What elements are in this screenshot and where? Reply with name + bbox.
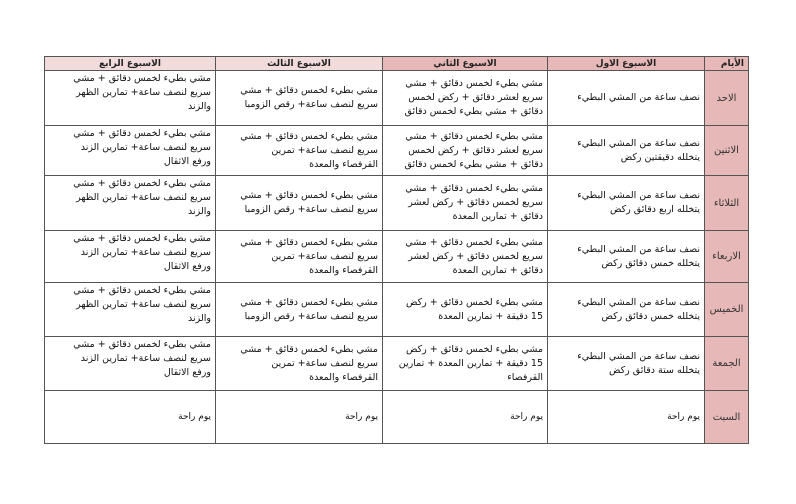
- header-days: الأيام: [705, 57, 749, 71]
- wednesday-week-1: نصف ساعة من المشي البطيء يتخلله خمس دقائق ركض: [548, 231, 705, 283]
- header-row: [45, 57, 749, 71]
- saturday-week-4: يوم راحة: [45, 391, 216, 444]
- monday-week-2: مشي بطيء لخمس دقائق + مشي سريع لعشر دقائق + ركض لخمس دقائق + مشي بطيء لخمس دقائق: [383, 126, 548, 176]
- table-row: [45, 283, 749, 337]
- day-sunday: الاحد: [705, 71, 749, 126]
- workout-schedule: [44, 56, 748, 444]
- thursday-week-2: مشي بطيء لخمس دقائق + ركض 15 دقيقة + تمارين المعدة: [383, 283, 548, 337]
- day-friday: الجمعة: [705, 337, 749, 391]
- thursday-week-4: مشي بطيء لخمس دقائق + مشي سريع لنصف ساعة+ تمارين الظهر والزند: [45, 283, 216, 337]
- saturday-week-1: يوم راحة: [548, 391, 705, 444]
- day-saturday: السبت: [705, 391, 749, 444]
- day-monday: الاثنين: [705, 126, 749, 176]
- sunday-week-2: مشي بطيء لخمس دقائق + مشي سريع لعشر دقائق + ركض لخمس دقائق + مشي بطيء لخمس دقائق: [383, 71, 548, 126]
- header-week-1: الاسبوع الاول: [548, 57, 705, 71]
- sunday-week-1: نصف ساعة من المشي البطيء: [548, 71, 705, 126]
- thursday-week-3: مشي بطيء لخمس دقائق + مشي سريع لنصف ساعة+ رقص الزومبا: [216, 283, 383, 337]
- sunday-week-4: مشي بطيء لخمس دقائق + مشي سريع لنصف ساعة+ تمارين الظهر والزند: [45, 71, 216, 126]
- friday-week-3: مشي بطيء لخمس دقائق + مشي سريع لنصف ساعة+ تمرين القرفصاء والمعدة: [216, 337, 383, 391]
- day-wednesday: الاربعاء: [705, 231, 749, 283]
- wednesday-week-2: مشي بطيء لخمس دقائق + مشي سريع لخمس دقائق + ركض لعشر دقائق + تمارين المعدة: [383, 231, 548, 283]
- monday-week-1: نصف ساعة من المشي البطيء يتخلله دقيقتين ركض: [548, 126, 705, 176]
- tuesday-week-1: نصف ساعة من المشي البطيء يتخلله اربع دقائق ركض: [548, 176, 705, 231]
- friday-week-2: مشي بطيء لخمس دقائق + ركض 15 دقيقة + تمارين المعدة + تمارين القرفصاء: [383, 337, 548, 391]
- day-thursday: الخميس: [705, 283, 749, 337]
- saturday-week-2: يوم راحة: [383, 391, 548, 444]
- schedule-table: [44, 56, 749, 444]
- tuesday-week-3: مشي بطيء لخمس دقائق + مشي سريع لنصف ساعة+ رقص الزومبا: [216, 176, 383, 231]
- tuesday-week-4: مشي بطيء لخمس دقائق + مشي سريع لنصف ساعة+ تمارين الظهر والزند: [45, 176, 216, 231]
- table-row: [45, 337, 749, 391]
- table-row: [45, 176, 749, 231]
- table-row: [45, 231, 749, 283]
- table-row: [45, 391, 749, 444]
- sunday-week-3: مشي بطيء لخمس دقائق + مشي سريع لنصف ساعة+ رقص الزومبا: [216, 71, 383, 126]
- tuesday-week-2: مشي بطيء لخمس دقائق + مشي سريع لخمس دقائق + ركض لعشر دقائق + تمارين المعدة: [383, 176, 548, 231]
- header-week-2: الاسبوع الثاني: [383, 57, 548, 71]
- day-tuesday: الثلاثاء: [705, 176, 749, 231]
- thursday-week-1: نصف ساعة من المشي البطيء يتخلله خمس دقائق ركض: [548, 283, 705, 337]
- header-week-4: الاسبوع الرابع: [45, 57, 216, 71]
- friday-week-4: مشي بطيء لخمس دقائق + مشي سريع لنصف ساعة+ تمارين الزند ورفع الاثقال: [45, 337, 216, 391]
- monday-week-3: مشي بطيء لخمس دقائق + مشي سريع لنصف ساعة+ تمرين القرفصاء والمعدة: [216, 126, 383, 176]
- wednesday-week-3: مشي بطيء لخمس دقائق + مشي سريع لنصف ساعة+ تمرين القرفصاء والمعدة: [216, 231, 383, 283]
- friday-week-1: نصف ساعة من المشي البطيء يتخلله ستة دقائق ركض: [548, 337, 705, 391]
- wednesday-week-4: مشي بطيء لخمس دقائق + مشي سريع لنصف ساعة+ تمارين الزند ورفع الاثقال: [45, 231, 216, 283]
- table-row: [45, 71, 749, 126]
- saturday-week-3: يوم راحة: [216, 391, 383, 444]
- table-row: [45, 126, 749, 176]
- header-week-3: الاسبوع الثالث: [216, 57, 383, 71]
- monday-week-4: مشي بطيء لخمس دقائق + مشي سريع لنصف ساعة+ تمارين الزند ورفع الاثقال: [45, 126, 216, 176]
